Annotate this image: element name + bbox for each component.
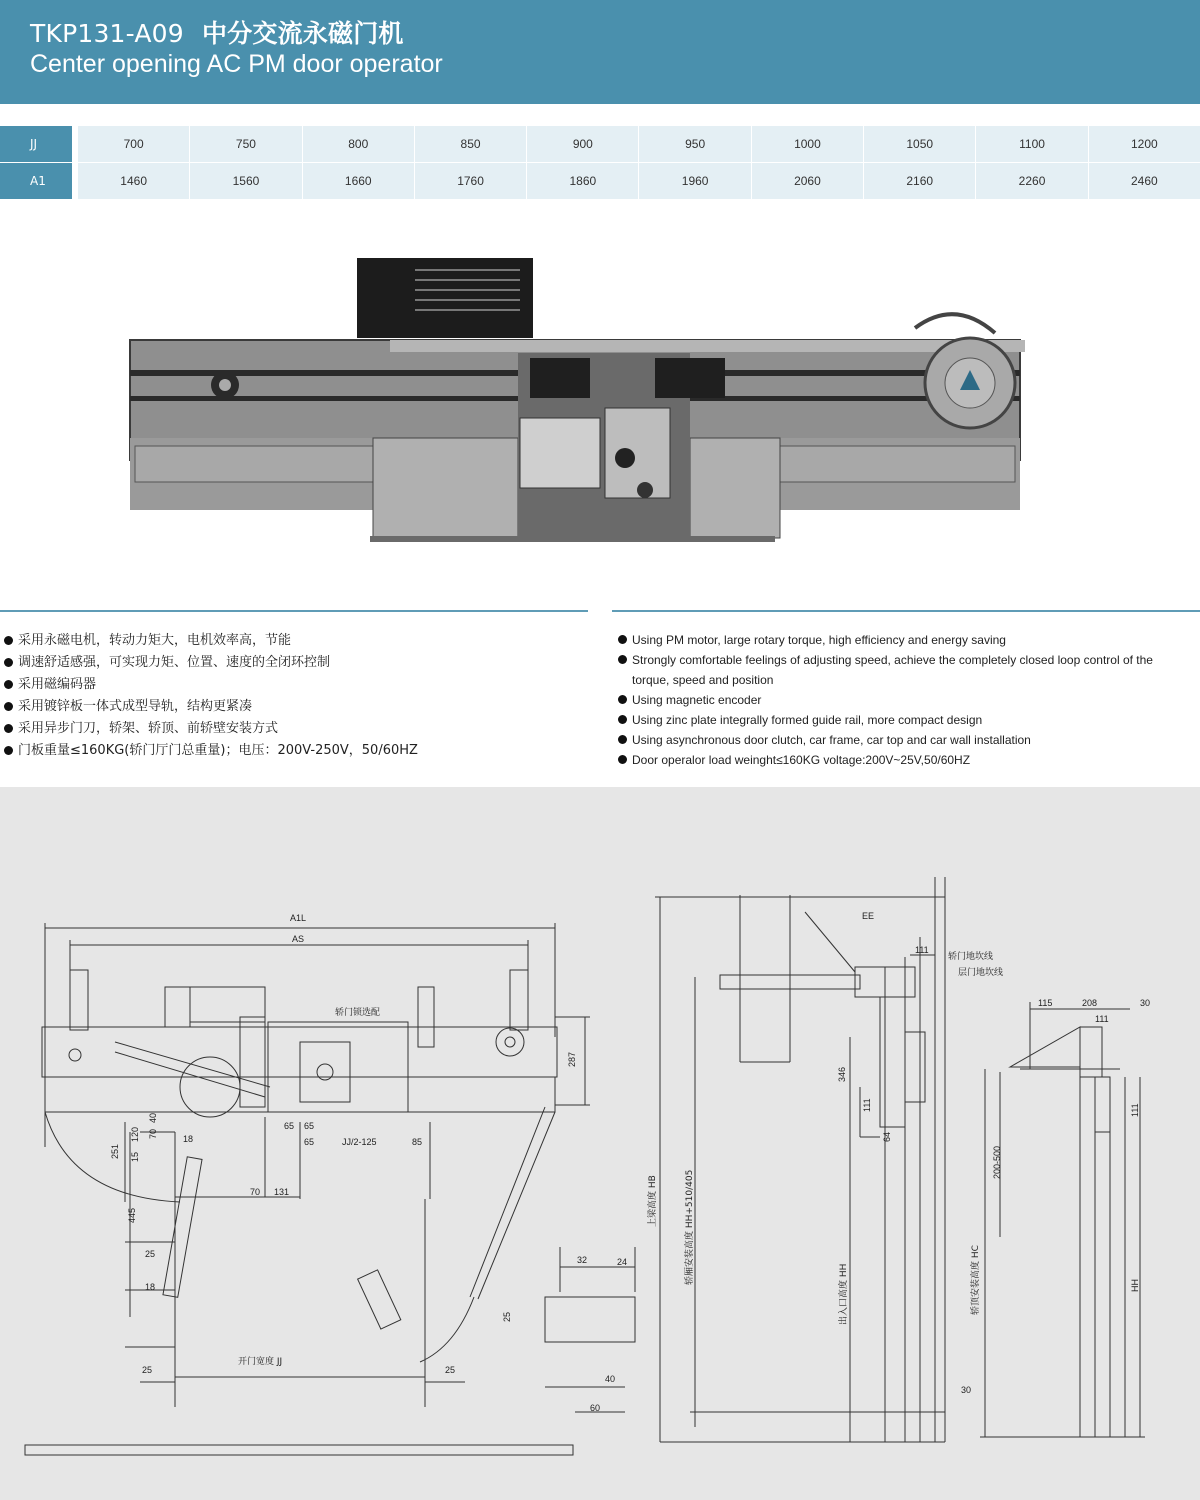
dim-a1l: A1L <box>290 913 307 923</box>
dim-hh: HH <box>1130 1279 1140 1292</box>
dim-40: 40 <box>148 1112 158 1123</box>
feature-item: 采用镀锌板一体式成型导轨，结构更紧凑 <box>4 696 418 718</box>
dim-200-500: 200-500 <box>992 1145 1002 1179</box>
spec-row-label: JJ <box>0 126 72 162</box>
dim-25-a: 25 <box>145 1249 156 1259</box>
label-open-width: 开门宽度 JJ <box>238 1357 283 1367</box>
dim-65-c: 65 <box>304 1137 315 1147</box>
dim-jj2-125: JJ/2-125 <box>342 1137 377 1147</box>
feature-item: 调速舒适感强，可实现力矩、位置、速度的全闭环控制 <box>4 652 418 674</box>
label-car-sill-line: 轿门地坎线 <box>948 952 994 962</box>
label-car-door-lock: 轿门锁选配 <box>335 1008 381 1018</box>
features-english <box>618 630 1196 770</box>
page-title <box>30 14 404 50</box>
spec-row-a1 <box>0 163 1200 199</box>
feature-item-continued: torque, speed and position <box>632 673 774 687</box>
spec-cell: 700 <box>123 137 144 151</box>
dim-18-b: 18 <box>145 1282 156 1292</box>
spec-row-label: A1 <box>0 163 72 199</box>
spec-cell: 2260 <box>975 163 1087 199</box>
feature-item: Strongly comfortable feelings of adjusting speed, achieve the completely closed loop control of the <box>618 650 1196 670</box>
dim-115: 115 <box>1038 998 1053 1008</box>
spec-cell: 2160 <box>863 163 975 199</box>
spec-cell: 750 <box>189 126 301 162</box>
dim-64: 64 <box>882 1131 892 1142</box>
features-chinese <box>4 630 418 762</box>
spec-cell: 1460 <box>120 174 147 188</box>
drawing-svg <box>0 787 1200 1500</box>
dim-346: 346 <box>837 1066 847 1082</box>
page-subtitle: Center opening AC PM door operator <box>30 50 443 78</box>
dim-30-a: 30 <box>1140 998 1151 1008</box>
label-car-install-height: 轿厢安装高度 HH+510/405 <box>685 1169 695 1285</box>
spec-row-jj <box>0 126 1200 162</box>
dim-131: 131 <box>274 1187 290 1197</box>
feature-item: Using PM motor, large rotary torque, high efficiency and energy saving <box>618 630 1196 650</box>
spec-cell: 900 <box>526 126 638 162</box>
title-chinese: 中分交流永磁门机 <box>202 19 404 48</box>
dim-111-c: 111 <box>1130 1103 1140 1117</box>
feature-item: Using zinc plate integrally formed guide rail, more compact design <box>618 710 1196 730</box>
dim-30-b: 30 <box>961 1385 972 1395</box>
dim-120: 120 <box>130 1126 140 1142</box>
feature-item: 采用异步门刀，轿架、轿顶、前轿壁安装方式 <box>4 718 418 740</box>
divider-right <box>612 610 1200 612</box>
dim-251: 251 <box>110 1143 120 1159</box>
dim-445: 445 <box>127 1207 137 1223</box>
spec-cell: 1760 <box>414 163 526 199</box>
dim-15: 15 <box>130 1151 140 1162</box>
dim-111-a: 111 <box>915 945 929 955</box>
feature-item: 门板重量≤160KG(轿门厅门总重量)；电压：200V-250V，50/60HZ <box>4 740 418 762</box>
feature-item: Door operalor load weinght≤160KG voltage:200V~25V,50/60HZ <box>618 750 1196 770</box>
dim-287: 287 <box>567 1051 577 1067</box>
label-beam-height-hb: 上梁高度 HB <box>648 1175 658 1227</box>
dim-208: 208 <box>1082 998 1098 1008</box>
dim-85: 85 <box>412 1137 423 1147</box>
spec-cell: 1560 <box>189 163 301 199</box>
door-operator-photo <box>125 258 1025 543</box>
dim-111-d: 111 <box>862 1098 872 1112</box>
dim-24: 24 <box>617 1257 628 1267</box>
technical-drawing <box>0 787 1200 1500</box>
spec-cell: 1660 <box>302 163 414 199</box>
dim-65-b: 65 <box>304 1121 315 1131</box>
spec-cell: 2460 <box>1088 163 1200 199</box>
page-header <box>0 0 1200 104</box>
spec-cell: 1050 <box>863 126 975 162</box>
dim-25-b: 25 <box>142 1365 153 1375</box>
spec-table <box>0 126 1200 199</box>
dim-25-d: 25 <box>502 1311 512 1322</box>
feature-item: 采用磁编码器 <box>4 674 418 696</box>
dim-18-top: 18 <box>183 1134 194 1144</box>
label-landing-sill-line: 层门地坎线 <box>958 968 1004 978</box>
dim-32: 32 <box>577 1255 588 1265</box>
spec-cell: 800 <box>302 126 414 162</box>
dim-60: 60 <box>590 1403 601 1413</box>
dim-25-c: 25 <box>445 1365 456 1375</box>
feature-item: 采用永磁电机，转动力矩大，电机效率高，节能 <box>4 630 418 652</box>
divider-left <box>0 610 588 612</box>
dim-65-a: 65 <box>284 1121 295 1131</box>
spec-cell: 1000 <box>751 126 863 162</box>
spec-cell: 2060 <box>751 163 863 199</box>
dim-ee: EE <box>862 911 875 921</box>
feature-item: Using magnetic encoder <box>618 690 1196 710</box>
label-entrance-height: 出入口高度 HH <box>839 1263 849 1325</box>
spec-cell: 1860 <box>526 163 638 199</box>
spec-cell: 1200 <box>1088 126 1200 162</box>
dim-40-b: 40 <box>605 1374 616 1384</box>
spec-cell: 1100 <box>975 126 1087 162</box>
spec-cell: 1960 <box>638 163 750 199</box>
label-car-top-install-height: 轿顶安装高度 HC <box>971 1245 981 1315</box>
dim-70-b: 70 <box>250 1187 261 1197</box>
feature-item: Using asynchronous door clutch, car frame, car top and car wall installation <box>618 730 1196 750</box>
spec-cell: 950 <box>638 126 750 162</box>
dim-70: 70 <box>148 1128 158 1139</box>
model-number: TKP131-A09 <box>30 19 184 48</box>
dim-as: AS <box>292 934 305 944</box>
dim-111-b: 111 <box>1095 1014 1109 1024</box>
spec-cell: 850 <box>414 126 526 162</box>
